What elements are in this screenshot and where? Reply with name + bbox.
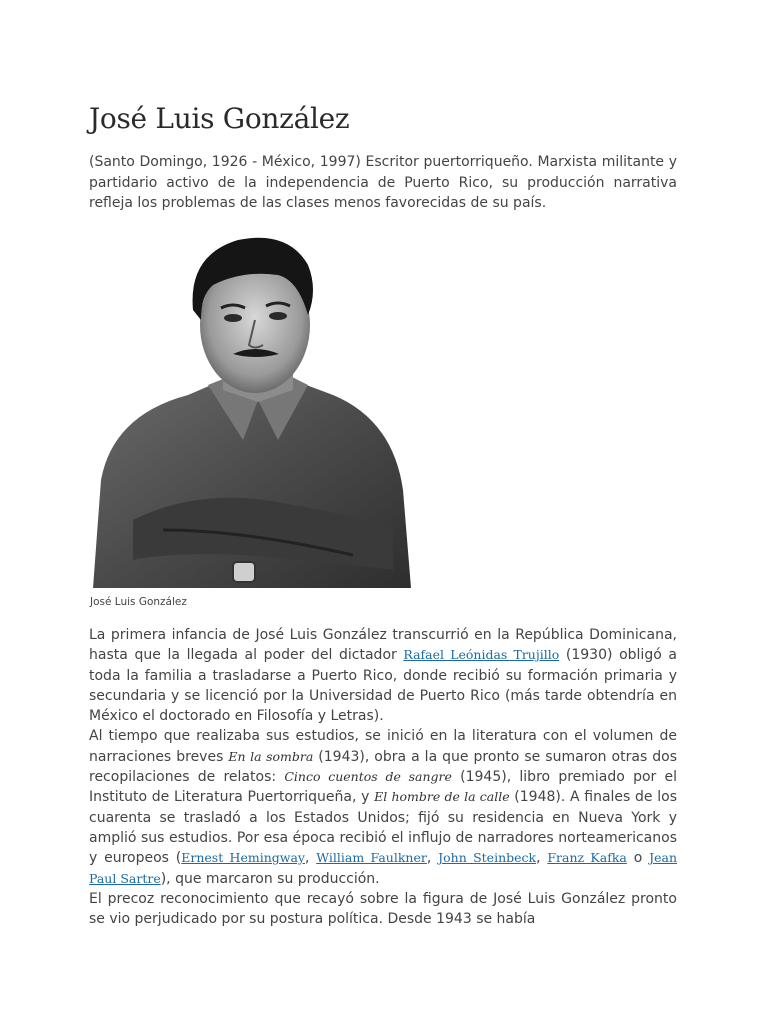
- paragraph-childhood: [89, 625, 677, 726]
- paragraph-political-stance: [89, 889, 677, 930]
- text-segment: (1943), obra a la que pronto se sumaron otras dos recopilaciones de relatos:: [89, 748, 677, 786]
- text-separator: ,: [304, 850, 317, 867]
- text-separator: o: [626, 850, 650, 867]
- text-segment: Al tiempo que realizaba sus estudios, se inició en la literatura con el volumen de narraciones breves: [89, 728, 677, 765]
- text-segment: La primera infancia de José Luis González transcurrió en la República Dominicana, hasta que la llegada al poder del dictador: [89, 627, 677, 664]
- text-segment: (1945), libro premiado por el Instituto de Literatura Puertorriqueña, y: [89, 769, 678, 806]
- text-segment: (1948). A finales de los cuarenta se trasladó a los Estados Unidos; fijó su residencia en Nueva York y amplió sus estudios. Por esa época recibió el influjo de narradores norteamericanos y europeos (: [89, 789, 677, 867]
- author-portrait-photo: [93, 230, 411, 588]
- link-john-steinbeck[interactable]: John Steinbeck: [438, 850, 537, 866]
- link-rafael-leonidas-trujillo[interactable]: Rafael Leónidas Trujillo: [403, 647, 560, 663]
- book-title: Cinco cuentos de sangre: [284, 769, 452, 785]
- page-title: José Luis González: [89, 102, 350, 135]
- link-william-faulkner[interactable]: William Faulkner: [316, 850, 427, 866]
- article-body: [89, 625, 677, 929]
- text-separator: ,: [426, 850, 439, 867]
- paragraph-literary-beginnings: [89, 726, 677, 888]
- book-title: El hombre de la calle: [374, 789, 510, 805]
- text-segment: ), que marcaron su producción.: [160, 870, 380, 887]
- text-segment: (1930) obligó a toda la familia a trasladarse a Puerto Rico, donde recibió su formación primaria y secundaria y se licenció por la Universidad de Puerto Rico (más tarde obtendría en México el doctorado en Filosofía y Letras).: [89, 647, 677, 725]
- intro-paragraph: (Santo Domingo, 1926 - México, 1997) Escritor puertorriqueño. Marxista militante y partidario activo de la independencia de Puerto Rico, su producción narrativa refleja los problemas de las clases menos favorecidas de su país.: [89, 154, 677, 211]
- book-title: En la sombra: [228, 748, 314, 764]
- link-ernest-hemingway[interactable]: Ernest Hemingway: [181, 850, 305, 866]
- text-segment: El precoz reconocimiento que recayó sobre la figura de José Luis González pronto se vio perjudicado por su postura política. Desde 1943 se había: [89, 890, 677, 928]
- photo-caption: José Luis González: [90, 596, 187, 608]
- text-separator: ,: [536, 850, 548, 867]
- link-jean-paul-sartre[interactable]: Jean Paul Sartre: [89, 850, 678, 886]
- link-franz-kafka[interactable]: Franz Kafka: [547, 850, 627, 866]
